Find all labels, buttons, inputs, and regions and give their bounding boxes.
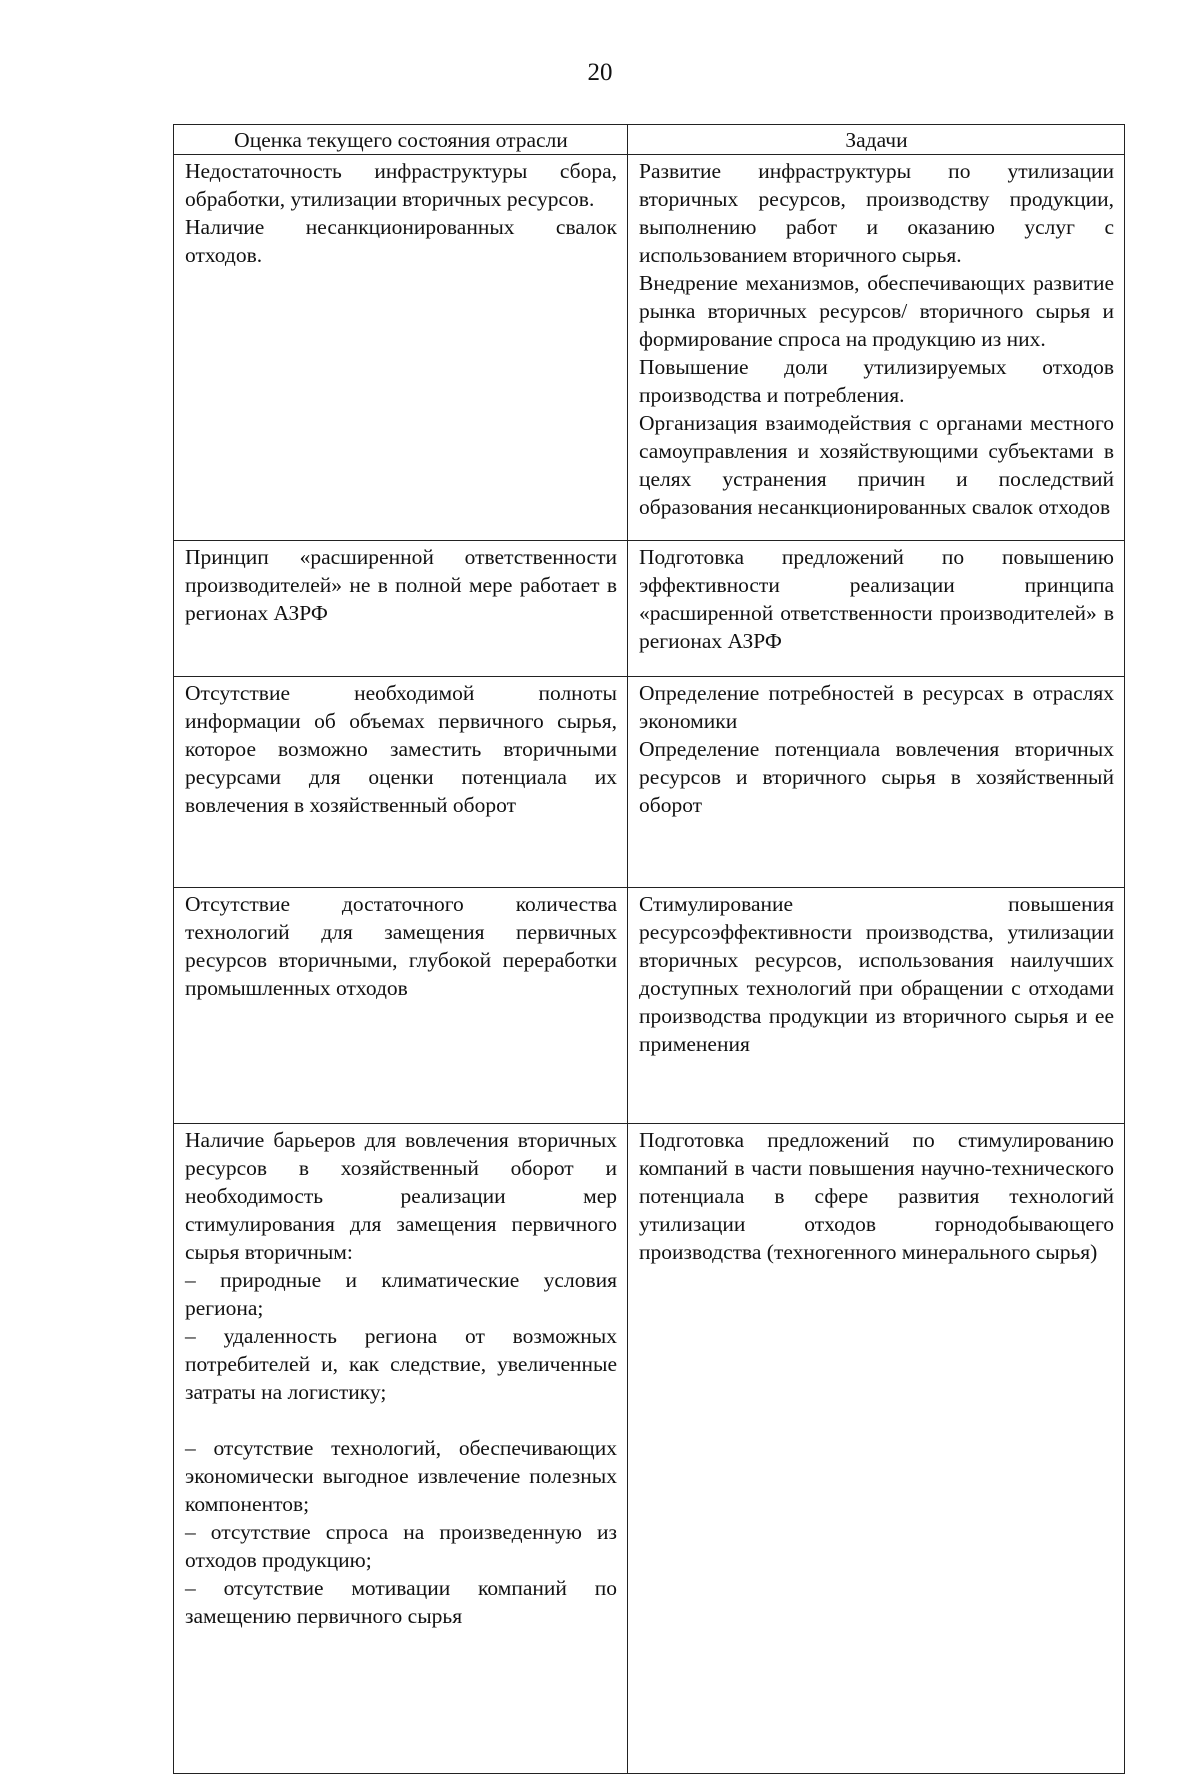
cell-paragraph: Принцип «расширенной ответственности производителей» не в полной мере работает в регионах АЗРФ	[185, 545, 617, 625]
cell-paragraph: – отсутствие технологий, обеспечивающих экономически выгодное извлечение полезных компонентов;	[185, 1436, 617, 1516]
assessment-cell	[174, 888, 628, 1124]
cell-paragraph: – природные и климатические условия региона;	[185, 1268, 617, 1320]
cell-paragraph: Определение потенциала вовлечения вторичных ресурсов и вторичного сырья в хозяйственный оборот	[639, 737, 1114, 817]
table-body	[174, 155, 1125, 1774]
cell-paragraph: Развитие инфраструктуры по утилизации вторичных ресурсов, производству продукции, выполнению работ и оказанию услуг с использованием вторичного сырья.	[639, 159, 1114, 267]
page-number: 20	[587, 59, 613, 86]
cell-paragraph: Внедрение механизмов, обеспечивающих развитие рынка вторичных ресурсов/ вторичного сырья и формирование спроса на продукцию из них.	[639, 271, 1114, 351]
column-header-assessment: Оценка текущего состояния отрасли	[174, 125, 628, 155]
cell-paragraph: Подготовка предложений по стимулированию компаний в части повышения научно-технического потенциала в сфере развития технологий утилизации отходов горнодобывающего производства (техногенного минерального сырья)	[639, 1128, 1114, 1264]
cell-paragraph: Наличие барьеров для вовлечения вторичных ресурсов в хозяйственный оборот и необходимость реализации мер стимулирования для замещения первичного сырья вторичным:	[185, 1128, 617, 1264]
cell-paragraph: – отсутствие спроса на произведенную из отходов продукцию;	[185, 1520, 617, 1572]
tasks-cell	[628, 1124, 1125, 1774]
table-header-row	[174, 125, 1125, 155]
cell-paragraph: – удаленность региона от возможных потребителей и, как следствие, увеличенные затраты на логистику;	[185, 1324, 617, 1404]
tasks-cell	[628, 155, 1125, 541]
table-row	[174, 888, 1125, 1124]
cell-paragraph: Организация взаимодействия с органами местного самоуправления и хозяйствующими субъектами в целях устранения причин и последствий образования несанкционированных свалок отходов	[639, 411, 1114, 519]
table-row	[174, 677, 1125, 888]
tasks-cell	[628, 888, 1125, 1124]
cell-paragraph: Стимулирование повышения ресурсоэффективности производства, утилизации вторичных ресурсов, использования наилучших доступных технологий при обращении с отходами производства продукции из вторичного сырья и ее применения	[639, 892, 1114, 1056]
table-row	[174, 155, 1125, 541]
cell-paragraph: Определение потребностей в ресурсах в отраслях экономики	[639, 681, 1114, 733]
assessment-cell	[174, 155, 628, 541]
cell-paragraph: Наличие несанкционированных свалок отходов.	[185, 215, 617, 267]
cell-paragraph: – отсутствие мотивации компаний по замещению первичного сырья	[185, 1576, 617, 1628]
tasks-cell	[628, 541, 1125, 677]
cell-paragraph: Отсутствие достаточного количества технологий для замещения первичных ресурсов вторичными, глубокой переработки промышленных отходов	[185, 892, 617, 1000]
table-row	[174, 541, 1125, 677]
cell-paragraph: Недостаточность инфраструктуры сбора, обработки, утилизации вторичных ресурсов.	[185, 159, 617, 211]
table-row	[174, 1124, 1125, 1774]
assessment-cell	[174, 1124, 628, 1774]
assessment-tasks-table	[173, 124, 1125, 1774]
cell-paragraph: Повышение доли утилизируемых отходов производства и потребления.	[639, 355, 1114, 407]
cell-paragraph: Отсутствие необходимой полноты информации об объемах первичного сырья, которое возможно заместить вторичными ресурсами для оценки потенциала их вовлечения в хозяйственный оборот	[185, 681, 617, 817]
assessment-cell	[174, 677, 628, 888]
assessment-cell	[174, 541, 628, 677]
column-header-tasks: Задачи	[628, 125, 1125, 155]
tasks-cell	[628, 677, 1125, 888]
cell-paragraph	[185, 1406, 617, 1434]
cell-paragraph: Подготовка предложений по повышению эффективности реализации принципа «расширенной ответственности производителей» в регионах АЗРФ	[639, 545, 1114, 653]
